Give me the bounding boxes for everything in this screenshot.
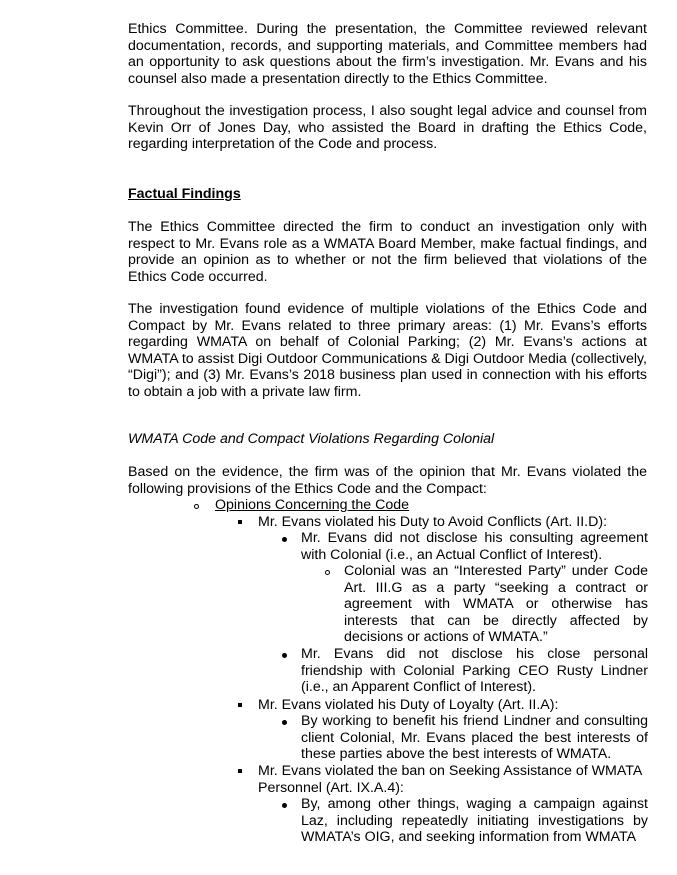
- outline-subsubitem-interested-party: Colonial was an “Interested Party” under Code Art. III.G as a party “seeking a contract or agreement with WMATA or otherwise has interests that can be directly affected by decisions or actions of WMATA.”: [344, 563, 648, 645]
- round-bullet-icon: [282, 720, 287, 725]
- paragraph-investigation-scope: The Ethics Committee directed the firm to conduct an investigation only with respect to Mr. Evans role as a WMATA Board Member, make factual findings, and provide an opinion as to whether or not the firm believed that violations of the Ethics Code occurred.: [128, 219, 647, 285]
- outline-subitem-consulting-agreement: Mr. Evans did not disclose his consulting agreement with Colonial (i.e., an Actual Conflict of Interest).: [301, 530, 648, 563]
- outline-subitem-best-interests: By working to benefit his friend Lindner and consulting client Colonial, Mr. Evans placed the best interests of these parties above the best interests of WMATA.: [301, 713, 648, 762]
- hollow-bullet-icon: [194, 504, 199, 509]
- square-bullet-icon: [238, 703, 242, 707]
- square-bullet-icon: [238, 520, 242, 524]
- paragraph-presentation: Ethics Committee. During the presentation, the Committee reviewed relevant documentation, records, and supporting materials, and Committee members had an opportunity to ask questions about the firm’s investigation. Mr. Evans and his counsel also made a presentation directly to the Ethics Committee.: [128, 21, 647, 87]
- paragraph-findings-summary: The investigation found evidence of multiple violations of the Ethics Code and Compact by Mr. Evans related to three primary areas: (1) Mr. Evans’s efforts regarding WMATA on behalf of Colonial Parking; (2) Mr. Evans’s actions at WMATA to assist Digi Outdoor Communications & Digi Outdoor Media (collectively, “Digi”); and (3) Mr. Evans’s 2018 business plan used in connection with his efforts to obtain a job with a private law firm.: [128, 301, 647, 400]
- outline-subitem-campaign-against-laz: By, among other things, waging a campaign against Laz, including repeatedly initiating investigations by WMATA’s OIG, and seeking information from WMATA: [301, 796, 648, 845]
- heading-factual-findings: Factual Findings: [128, 186, 241, 202]
- square-bullet-icon: [238, 769, 242, 773]
- hollow-bullet-icon: [325, 570, 330, 575]
- round-bullet-icon: [282, 537, 287, 542]
- outline-subitem-personal-friendship: Mr. Evans did not disclose his close personal friendship with Colonial Parking CEO Rusty Lindner (i.e., an Apparent Conflict of Interest).: [301, 646, 648, 695]
- paragraph-opinion-intro: Based on the evidence, the firm was of the opinion that Mr. Evans violated the following provisions of the Ethics Code and the Compact:: [128, 464, 647, 497]
- paragraph-legal-advice: Throughout the investigation process, I also sought legal advice and counsel from Kevin Orr of Jones Day, who assisted the Board in drafting the Ethics Code, regarding interpretation of the Code and process.: [128, 103, 647, 152]
- round-bullet-icon: [282, 803, 287, 808]
- outline-item-seeking-assistance: Mr. Evans violated the ban on Seeking Assistance of WMATA Personnel (Art. IX.A.4):: [258, 763, 642, 796]
- outline-heading-opinions: Opinions Concerning the Code: [215, 497, 410, 513]
- outline-item-duty-loyalty: Mr. Evans violated his Duty of Loyalty (Art. II.A):: [258, 697, 559, 713]
- subheading-colonial: WMATA Code and Compact Violations Regarding Colonial: [128, 431, 495, 447]
- round-bullet-icon: [282, 653, 287, 658]
- outline-item-duty-avoid-conflicts: Mr. Evans violated his Duty to Avoid Conflicts (Art. II.D):: [258, 514, 608, 530]
